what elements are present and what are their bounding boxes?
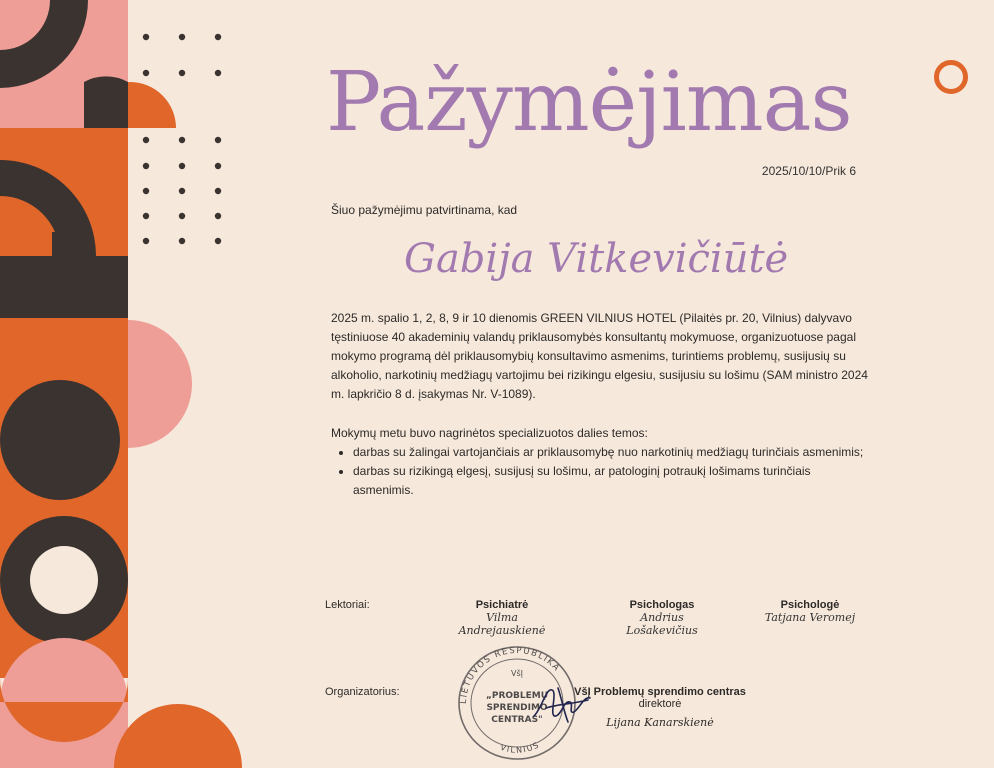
lecturer-3 (760, 599, 860, 624)
geometric-shapes (0, 0, 260, 768)
certificate-body: 2025 m. spalio 1, 2, 8, 9 ir 10 dienomis GREEN VILNIUS HOTEL (Pilaitės pr. 20, Vilnius) dalyvavo tęstiniuose 40 akademinių valandų priklausomybės konsultantų mokymuose, organizuotuose pagal mokymo programą dėl priklausomybių konsultavimo asmenims, turintiems problemų, susijusių su alkoholio, narkotinių medžiagų vartojimu bei rizikingu elgesiu, susijusiu su lošimu (SAM ministro 2024 m. lapkričio 8 d. įsakymas Nr. V-1089). (331, 311, 868, 401)
topic-item: • darbas su žalingai vartojančiais ar priklausomybę nuo narkotinių medžiagų turinčiais asmenimis; (353, 443, 871, 462)
svg-text:„PROBLEMŲ: „PROBLEMŲ (485, 691, 549, 701)
lecturers-label: Lektoriai: (325, 599, 370, 611)
director-name: Lijana Kanarskienė (606, 716, 714, 729)
lecturer-role: Psichiatrė (475, 599, 529, 611)
lecturer-name: Tatjana Veromej (764, 611, 856, 624)
lecturer-2 (604, 599, 720, 637)
topic-item: • darbas su rizikingą elgesį, susijusį su lošimu, ar patologinį potraukį lošimams turinčiais asmenimis. (353, 462, 871, 500)
lecturer-1 (446, 599, 558, 637)
topics-section (331, 424, 871, 500)
organizer-label: Organizatorius: (325, 686, 400, 698)
decorative-pattern (0, 0, 260, 768)
svg-text:VILNIUS: VILNIUS (499, 740, 542, 755)
lecturer-name: Vilma Andrejauskienė (458, 611, 546, 637)
intro-text: Šiuo pažymėjimu patvirtinama, kad (331, 203, 518, 217)
svg-text:SPRENDIMO: SPRENDIMO (486, 703, 548, 713)
topics-heading: Mokymų metu buvo nagrinėtos specializuotos dalies temos: (331, 426, 648, 440)
organizer-name: VšĮ Problemų sprendimo centras (574, 686, 746, 698)
lecturer-name: Andrius Lošakevičius (626, 611, 698, 637)
svg-text:VšĮ: VšĮ (511, 669, 523, 678)
organizer-position: direktorė (638, 698, 682, 710)
topics-list (331, 443, 871, 500)
recipient-name: Gabija Vitkevičiūtė (404, 236, 789, 282)
svg-text:LIETUVOS RESPUBLIKA: LIETUVOS RESPUBLIKA (458, 645, 562, 705)
organizer-block (560, 686, 760, 729)
certificate-title: Pažymėjimas (326, 55, 852, 150)
svg-text:CENTRAS": CENTRAS" (491, 715, 543, 725)
lecturer-role: Psichologė (780, 599, 840, 611)
lecturer-role: Psichologas (629, 599, 695, 611)
reference-number: 2025/10/10/Prik 6 (761, 164, 856, 178)
orange-ring-icon (934, 60, 968, 94)
